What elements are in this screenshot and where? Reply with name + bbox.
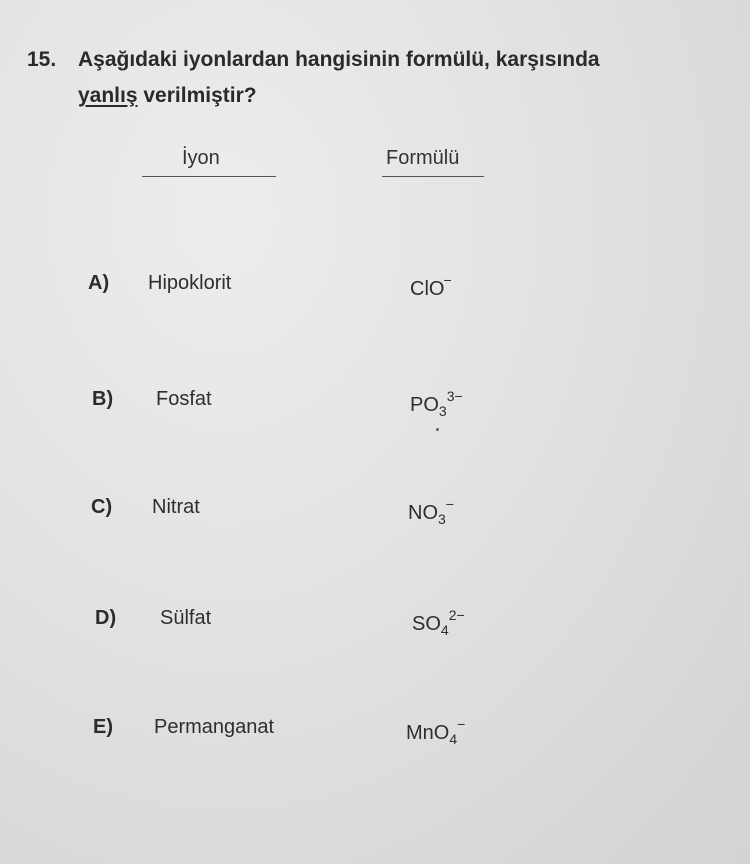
question-text-line1: Aşağıdaki iyonlardan hangisinin formülü, karşısında [78,48,600,71]
ion-header-rule [142,176,276,177]
option-formula [410,272,452,301]
option-formula [406,716,465,747]
formula-base: ClO [410,278,445,300]
formula-charge: 2− [448,607,465,623]
formula-header-rule [382,176,484,177]
option-ion-name: Hipoklorit [148,272,232,294]
formula-column-header: Formülü [386,147,460,169]
formula-base: MnO [406,722,450,744]
formula-charge: 3− [446,388,463,404]
formula-charge: − [445,496,454,512]
option-formula [408,496,454,527]
option-formula [410,388,463,419]
formula-base: NO [408,502,438,524]
option-ion-name: Nitrat [152,496,200,518]
option-letter: B) [92,388,114,410]
question-text-line2-rest: verilmiştir? [137,84,257,107]
option-ion-name: Sülfat [160,607,212,629]
formula-charge: − [457,716,466,732]
formula-subscript: 4 [449,731,458,747]
option-letter: A) [88,272,110,294]
option-ion-name: Fosfat [156,388,212,410]
option-letter: D) [95,607,117,629]
question-text-line2 [78,84,257,108]
option-letter: E) [93,716,113,738]
option-formula [412,607,465,638]
formula-subscript: 3 [438,403,447,419]
formula-base: PO [410,394,439,416]
ion-column-header: İyon [182,147,220,169]
formula-base: SO [412,613,441,635]
question-underlined-word: yanlış [78,84,138,107]
stray-dot-mark [436,428,439,431]
question-number: 15. [27,48,57,71]
formula-subscript: 3 [438,511,446,527]
option-letter: C) [91,496,113,518]
formula-charge: − [443,272,452,288]
option-ion-name: Permanganat [154,716,275,738]
formula-subscript: 4 [440,622,449,638]
